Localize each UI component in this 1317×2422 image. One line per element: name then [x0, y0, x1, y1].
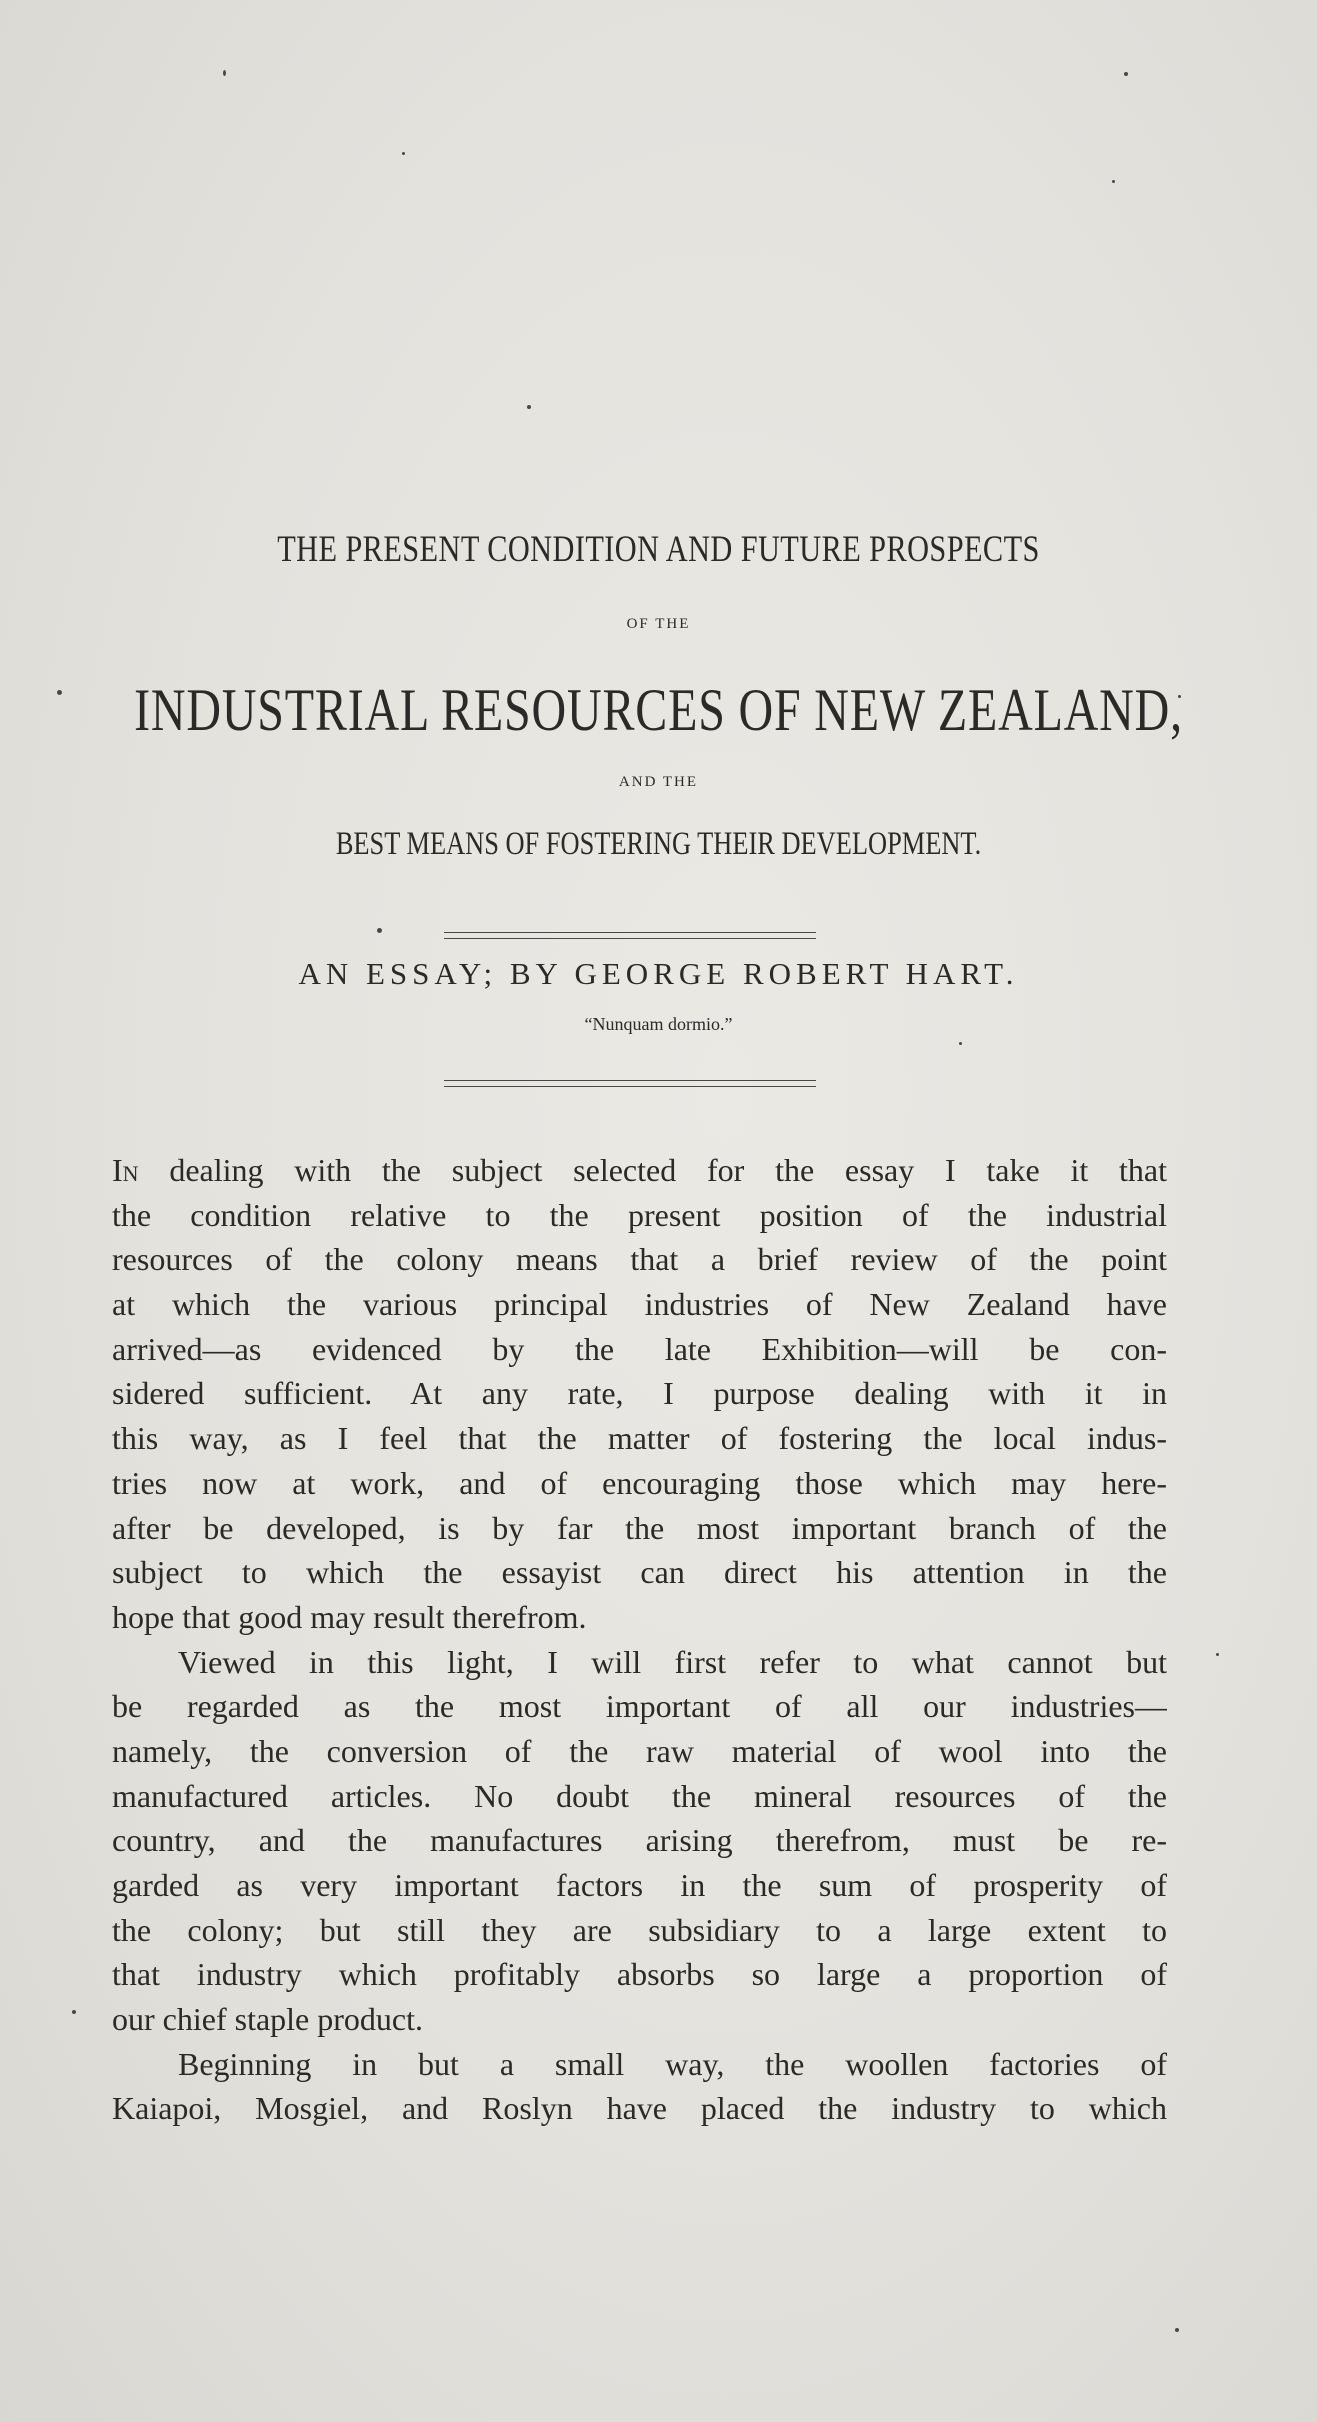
text-line: sidered sufficient. At any rate, I purpose dealing with it in: [112, 1375, 1167, 1412]
scan-speck: [1216, 1653, 1219, 1656]
text-line: namely, the conversion of the raw material of wool into the: [112, 1732, 1167, 1769]
text-line: manufactured articles. No doubt the mineral resources of the: [112, 1777, 1167, 1814]
text-line: this way, as I feel that the matter of fostering the local indus-: [112, 1420, 1167, 1457]
scan-speck: [57, 690, 62, 695]
scan-speck: [72, 2010, 76, 2014]
text-line: at which the various principal industries of New Zealand have: [112, 1286, 1167, 1323]
text-line: arrived—as evidenced by the late Exhibition—will be con-: [112, 1330, 1167, 1367]
text-line: after be developed, is by far the most important branch of the: [112, 1509, 1167, 1546]
byline: AN ESSAY; BY GEORGE ROBERT HART.: [298, 956, 1019, 991]
text-line: subject to which the essayist can direct his attention in the: [112, 1554, 1167, 1591]
title-line-1: THE PRESENT CONDITION AND FUTURE PROSPECTS: [277, 529, 1040, 570]
text-line: Beginning in but a small way, the woollen factories of: [178, 2045, 1167, 2082]
text-line: be regarded as the most important of all our industries—: [112, 1688, 1167, 1725]
text-line: In dealing with the subject selected for the essay I take it that: [112, 1152, 1167, 1188]
scan-speck: [1175, 2328, 1179, 2332]
title-connector-and-the: AND THE: [618, 774, 699, 790]
title-line-2: INDUSTRIAL RESOURCES OF NEW ZEALAND,: [134, 677, 1183, 743]
drop-word: In: [112, 1152, 139, 1188]
text-line: hope that good may result therefrom.: [112, 1598, 587, 1635]
text-line: the colony; but still they are subsidiary to a large extent to: [112, 1911, 1167, 1948]
essay-body: [112, 1148, 1167, 2131]
scan-speck: [1112, 180, 1115, 183]
text-line: garded as very important factors in the sum of prosperity of: [112, 1867, 1167, 1903]
motto: “Nunquam dormio.”: [584, 1014, 733, 1034]
scan-speck: [223, 70, 226, 76]
title-line-3: BEST MEANS OF FOSTERING THEIR DEVELOPMENT.: [335, 826, 982, 862]
text-line: resources of the colony means that a brief review of the point: [112, 1241, 1167, 1278]
text-line: Kaiapoi, Mosgiel, and Roslyn have placed the industry to which: [112, 2090, 1167, 2127]
scan-speck: [527, 405, 531, 409]
text-line: that industry which profitably absorbs so large a proportion of: [112, 1956, 1167, 1993]
scan-speck: [1124, 72, 1128, 76]
scan-speck: [377, 928, 382, 933]
scan-speck: [959, 1042, 962, 1045]
double-rule-top-a: [444, 932, 816, 933]
text-line: country, and the manufactures arising therefrom, must be re-: [112, 1822, 1167, 1859]
double-rule-bottom-b: [444, 1086, 816, 1087]
text-line: the condition relative to the present position of the industrial: [112, 1196, 1167, 1233]
scan-speck: [402, 152, 405, 155]
text-line: our chief staple product.: [112, 2001, 423, 2038]
title-connector-of-the: OF THE: [626, 616, 691, 632]
text-line: tries now at work, and of encouraging those which may here-: [112, 1464, 1167, 1501]
text-line: Viewed in this light, I will first refer to what cannot but: [178, 1643, 1167, 1680]
double-rule-bottom-a: [444, 1080, 816, 1081]
double-rule-top-b: [444, 938, 816, 939]
